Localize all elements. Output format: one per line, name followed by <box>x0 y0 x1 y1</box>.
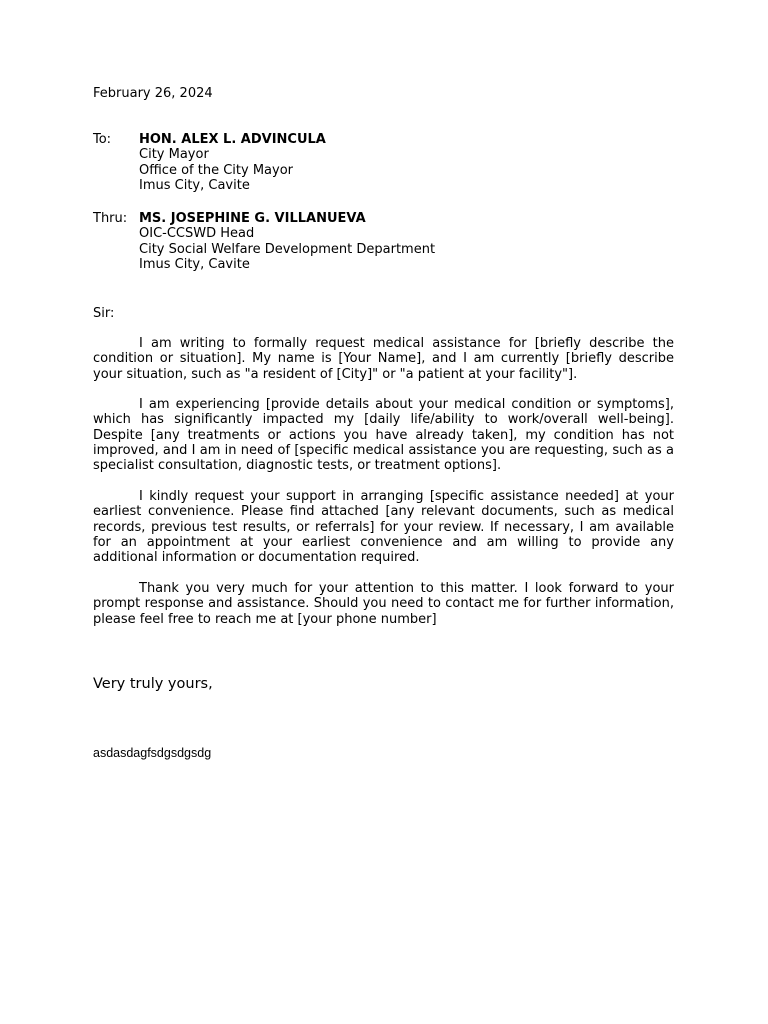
thru-office: City Social Welfare Development Department <box>139 241 436 257</box>
thru-location: Imus City, Cavite <box>139 256 250 272</box>
to-label: To: <box>93 132 112 147</box>
body-paragraph: I kindly request your support in arranging [specific assistance needed] at your earliest convenience. Please find attached [any relevant documents, such as medical records, previous test results, or referrals] for your review. If necessary, I am available for an appointment at your earliest convenience and am willing to provide any additional information or documentation required. <box>93 489 674 566</box>
recipient-location: Imus City, Cavite <box>139 177 250 193</box>
body-paragraph: Thank you very much for your attention to this matter. I look forward to your prompt response and assistance. Should you need to contact me for further information, please feel free to reach me at [your phone number] <box>93 581 674 627</box>
signature: asdasdagfsdgsdgsdg <box>93 746 212 760</box>
body-paragraph: I am experiencing [provide details about your medical condition or symptoms], which has significantly impacted my [daily life/ability to work/overall well-being]. Despite [any treatments or actions you have already taken], my condition has not improved, and I am in need of [specific medical assistance you are requesting, such as a specialist consultation, diagnostic tests, or treatment options]. <box>93 397 674 474</box>
thru-title: OIC-CCSWD Head <box>139 226 255 242</box>
recipient-lines <box>139 132 326 193</box>
recipient-office: Office of the City Mayor <box>139 162 293 178</box>
body-paragraph: I am writing to formally request medical assistance for [briefly describe the condition or situation]. My name is [Your Name], and I am currently [briefly describe your situation, such as "a resident of [City]" or "a patient at your facility"]. <box>93 336 674 382</box>
salutation: Sir: <box>93 306 115 321</box>
recipient-title: City Mayor <box>139 147 209 163</box>
closing: Very truly yours, <box>93 676 213 692</box>
thru-label: Thru: <box>93 211 128 226</box>
letter-date: February 26, 2024 <box>93 86 213 101</box>
thru-name: MS. JOSEPHINE G. VILLANUEVA <box>139 211 366 226</box>
recipient-name: HON. ALEX L. ADVINCULA <box>139 132 326 147</box>
thru-lines <box>139 211 435 272</box>
